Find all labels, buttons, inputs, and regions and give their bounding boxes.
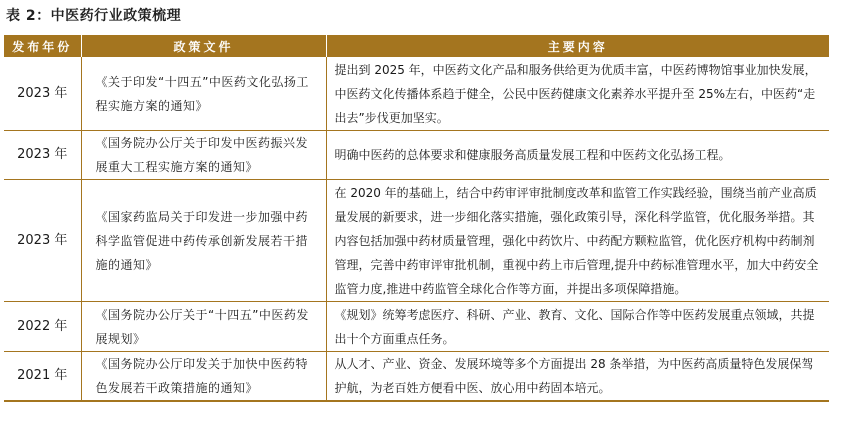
table-row: [4, 302, 829, 352]
content-cell: 明确中医药的总体要求和健康服务高质量发展工程和中医药文化弘扬工程。: [326, 131, 829, 180]
policy-cell: 《国务院办公厅关于印发中医药振兴发展重大工程实施方案的通知》: [81, 131, 326, 180]
table-row: [4, 57, 829, 131]
year-cell: 2023 年: [4, 57, 81, 131]
header-year: 发布年份: [4, 35, 81, 57]
table-row: [4, 352, 829, 402]
content-cell: 从人才、产业、资金、发展环境等多个方面提出 28 条举措，为中医药高质量特色发展保驾护航，为老百姓方便看中医、放心用中药固本培元。: [326, 352, 829, 402]
content-cell: 提出到 2025 年，中医药文化产品和服务供给更为优质丰富，中医药博物馆事业加快发展，中医药文化传播体系趋于健全，公民中医药健康文化素养水平提升至 25%左右，中医药“走出去”步伐更加坚实。: [326, 57, 829, 131]
table-row: [4, 131, 829, 180]
policy-cell: 《国家药监局关于印发进一步加强中药科学监管促进中药传承创新发展若干措施的通知》: [81, 180, 326, 302]
table-title: 表 2：中医药行业政策梳理: [6, 8, 182, 24]
policy-cell: 《关于印发“十四五”中医药文化弘扬工程实施方案的通知》: [81, 57, 326, 131]
policy-cell: 《国务院办公厅印发关于加快中医药特色发展若干政策措施的通知》: [81, 352, 326, 402]
year-cell: 2021 年: [4, 352, 81, 402]
header-policy: 政策文件: [81, 35, 326, 57]
header-content: 主要内容: [326, 35, 829, 57]
header-row: [4, 35, 829, 57]
content-cell: 《规划》统筹考虑医疗、科研、产业、教育、文化、国际合作等中医药发展重点领域，共提出十个方面重点任务。: [326, 302, 829, 352]
table-row: [4, 180, 829, 302]
policy-cell: 《国务院办公厅关于“十四五”中医药发展规划》: [81, 302, 326, 352]
year-cell: 2023 年: [4, 180, 81, 302]
year-cell: 2023 年: [4, 131, 81, 180]
year-cell: 2022 年: [4, 302, 81, 352]
content-cell: 在 2020 年的基础上，结合中药审评审批制度改革和监管工作实践经验，围绕当前产业高质量发展的新要求，进一步细化落实措施，强化政策引导，深化科学监管，优化服务举措。其内容包括加强中药材质量管理，强化中药饮片、中药配方颗粒监管，优化医疗机构中药制剂管理，完善中药审评审批机制，重视中药上市后管理,提升中药标准管理水平，加大中药安全监管力度,推进中药监管全球化合作等方面，并提出多项保障措施。: [326, 180, 829, 302]
policy-table: [4, 35, 829, 402]
